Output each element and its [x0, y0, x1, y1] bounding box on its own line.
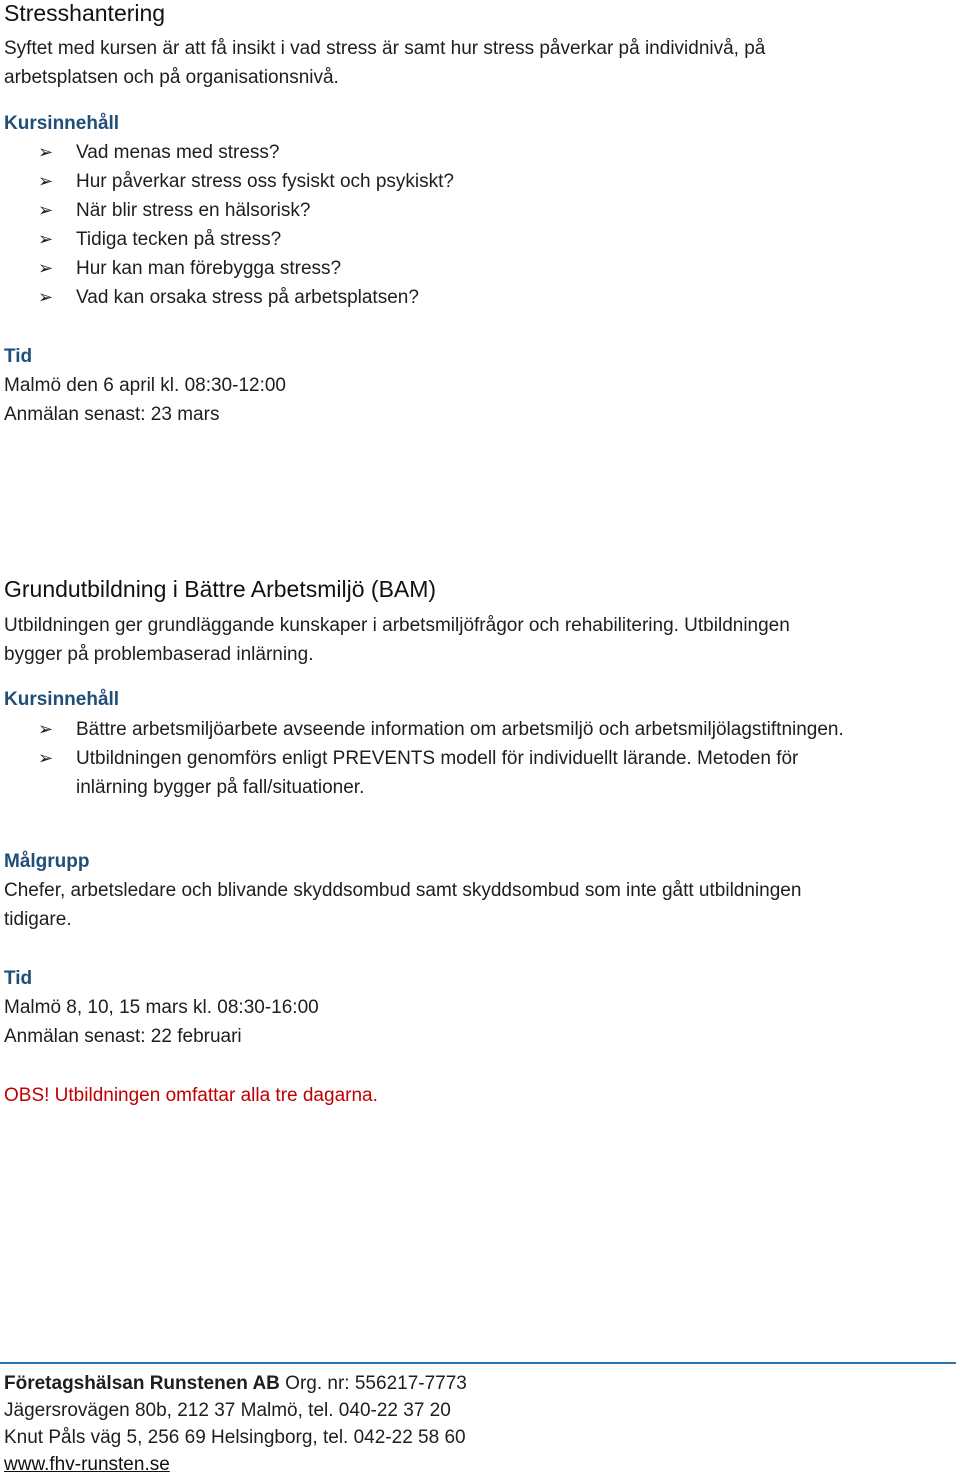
course2-intro-line2: bygger på problembaserad inlärning.	[4, 644, 314, 665]
arrowhead-bullet-icon: ➢	[38, 171, 54, 191]
list-item-text: Tidiga tecken på stress?	[76, 229, 282, 250]
list-item-text: Vad menas med stress?	[76, 142, 280, 163]
footer-address-helsingborg: Knut Påls väg 5, 256 69 Helsingborg, tel. 042-22 58 60	[4, 1427, 466, 1448]
list-item	[4, 283, 454, 312]
footer-address-malmo: Jägersrovägen 80b, 212 37 Malmö, tel. 040-22 37 20	[4, 1400, 451, 1421]
course1-intro-line1: Syftet med kursen är att få insikt i vad stress är samt hur stress påverkar på individnivå, på	[4, 38, 766, 59]
arrowhead-bullet-icon: ➢	[38, 287, 54, 307]
course1-time-heading: Tid	[4, 346, 33, 367]
course1-content-heading: Kursinnehåll	[4, 113, 120, 134]
list-item-text: Hur påverkar stress oss fysiskt och psykiskt?	[76, 171, 454, 192]
course1-time: Malmö den 6 april kl. 08:30-12:00	[4, 375, 286, 396]
footer-divider	[0, 1362, 956, 1364]
footer-website-row	[4, 1451, 170, 1478]
course2-intro-line1: Utbildningen ger grundläggande kunskaper i arbetsmiljöfrågor och rehabilitering. Utbildningen	[4, 615, 790, 636]
list-item	[4, 167, 454, 196]
course2-notice: OBS! Utbildningen omfattar alla tre dagarna.	[4, 1085, 378, 1106]
footer-website-link[interactable]: www.fhv-runsten.se	[4, 1454, 170, 1475]
arrowhead-bullet-icon: ➢	[38, 719, 54, 739]
list-item-text: Vad kan orsaka stress på arbetsplatsen?	[76, 287, 419, 308]
course2-time-heading: Tid	[4, 968, 33, 989]
list-item	[4, 715, 844, 744]
course1-deadline: Anmälan senast: 23 mars	[4, 404, 220, 425]
course1-title: Stresshantering	[4, 0, 166, 26]
arrowhead-bullet-icon: ➢	[38, 229, 54, 249]
list-item	[4, 196, 454, 225]
list-item-text: Hur kan man förebygga stress?	[76, 258, 342, 279]
arrowhead-bullet-icon: ➢	[38, 748, 54, 768]
list-item-text: Bättre arbetsmiljöarbete avseende information om arbetsmiljö och arbetsmiljölagstiftningen.	[76, 719, 844, 740]
course1-intro-line2: arbetsplatsen och på organisationsnivå.	[4, 67, 339, 88]
list-item	[4, 254, 454, 283]
course2-content-heading: Kursinnehåll	[4, 689, 120, 710]
course2-target-line1: Chefer, arbetsledare och blivande skyddsombud samt skyddsombud som inte gått utbildningen	[4, 880, 802, 901]
arrowhead-bullet-icon: ➢	[38, 258, 54, 278]
footer-org-number: Org. nr: 556217-7773	[279, 1373, 467, 1394]
footer-company-line	[4, 1370, 467, 1397]
list-item	[4, 138, 454, 167]
footer-company-name: Företagshälsan Runstenen AB	[4, 1373, 280, 1394]
course2-target-heading: Målgrupp	[4, 851, 90, 872]
arrowhead-bullet-icon: ➢	[38, 142, 54, 162]
list-item	[4, 225, 454, 254]
course2-target-line2: tidigare.	[4, 909, 72, 930]
list-item-text-continued: inlärning bygger på fall/situationer.	[76, 777, 365, 798]
course2-time: Malmö 8, 10, 15 mars kl. 08:30-16:00	[4, 997, 319, 1018]
course1-content-list	[4, 138, 454, 312]
list-item-text: Utbildningen genomförs enligt PREVENTS modell för individuellt lärande. Metoden för	[76, 748, 799, 769]
list-item-text: När blir stress en hälsorisk?	[76, 200, 311, 221]
list-item	[4, 744, 844, 802]
course2-title: Grundutbildning i Bättre Arbetsmiljö (BAM)	[4, 576, 437, 602]
arrowhead-bullet-icon: ➢	[38, 200, 54, 220]
course2-content-list	[4, 715, 844, 802]
course2-deadline: Anmälan senast: 22 februari	[4, 1026, 242, 1047]
